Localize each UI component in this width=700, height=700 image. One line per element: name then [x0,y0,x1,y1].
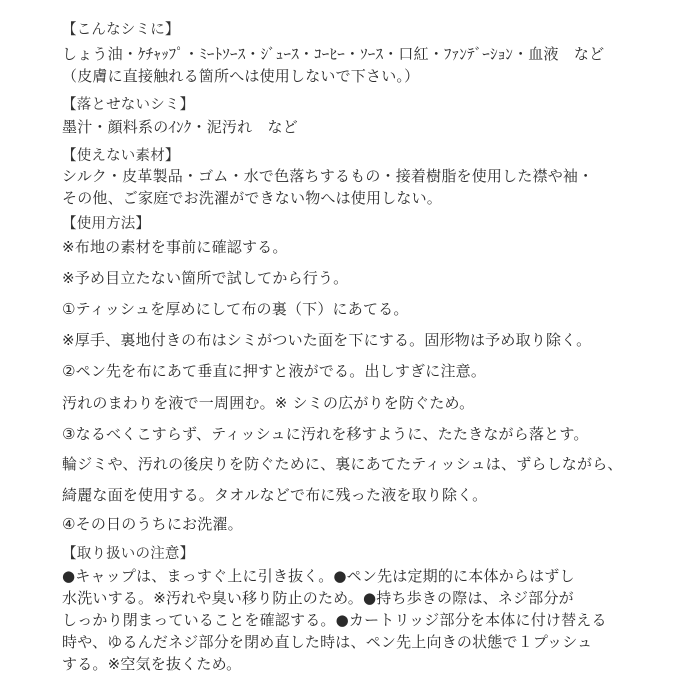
usage-step: ※厚手、裏地付きの布はシミがついた面を下にする。固形物は予め取り除く。 [62,331,592,349]
unusable-materials-line-1: シルク・皮革製品・ゴム・水で色落ちするもの・接着樹脂を使用した襟や袖・ [62,167,594,185]
heading-usage: 【使用方法】 [62,216,151,232]
heading-not-removable: 【落とせないシミ】 [62,97,195,113]
heading-unusable-materials: 【使えない素材】 [62,148,180,164]
usage-step: ④その日のうちにお洗濯。 [62,515,243,533]
unusable-materials-line-2: その他、ご家庭でお洗濯ができない物へは使用しない。 [62,189,443,207]
skin-contact-warning: （皮膚に直接触れる箇所へは使用しないで下さい。） [62,67,420,85]
handling-note: する。※空気を抜くため。 [62,655,242,673]
handling-note: ●キャップは、まっすぐ上に引き抜く。●ペン先は定期的に本体からはずし [62,567,575,585]
handling-note: しっかり閉まっていることを確認する。●カートリッジ部分を本体に付け替える [62,611,607,629]
usage-step: ②ペン先を布にあて垂直に押すと液がでる。出しすぎに注意。 [62,362,487,380]
usage-step: 輪ジミや、汚れの後戻りを防ぐために、裏にあてたティッシュは、ずらしながら、 [62,455,623,473]
heading-usable-stains: 【こんなシミに】 [62,22,180,38]
usage-step: ※布地の素材を事前に確認する。 [62,238,288,256]
usable-stains-list: しょう油・ｹﾁｬｯﾌﾟ・ﾐｰﾄｿｰｽ・ｼﾞｭｰｽ・ｺｰﾋｰ・ｿｰｽ・口紅・ﾌｧﾝﾃﾞｰｼｮﾝ・血液 など [62,45,605,63]
handling-note: 水洗いする。※汚れや臭い移り防止のため。●持ち歩きの際は、ネジ部分が [62,589,574,607]
usage-step: 綺麗な面を使用する。タオルなどで布に残った液を取り除く。 [62,486,488,504]
heading-handling: 【取り扱いの注意】 [62,546,195,562]
usage-step: 汚れのまわりを液で一周囲む。※ シミの広がりを防ぐため。 [62,394,475,412]
usage-step: ①ティッシュを厚めにして布の裏（下）にあてる。 [62,300,409,318]
usage-step: ③なるべくこすらず、ティッシュに汚れを移すように、たたきながら落とす。 [62,425,589,443]
handling-note: 時や、ゆるんだネジ部分を閉め直した時は、ペン先上向きの状態で１プッシュ [62,633,593,651]
not-removable-list: 墨汁・顔料系のｲﾝｸ・泥汚れ など [62,118,298,136]
usage-step: ※予め目立たない箇所で試してから行う。 [62,269,349,287]
instruction-text-block [62,0,700,700]
